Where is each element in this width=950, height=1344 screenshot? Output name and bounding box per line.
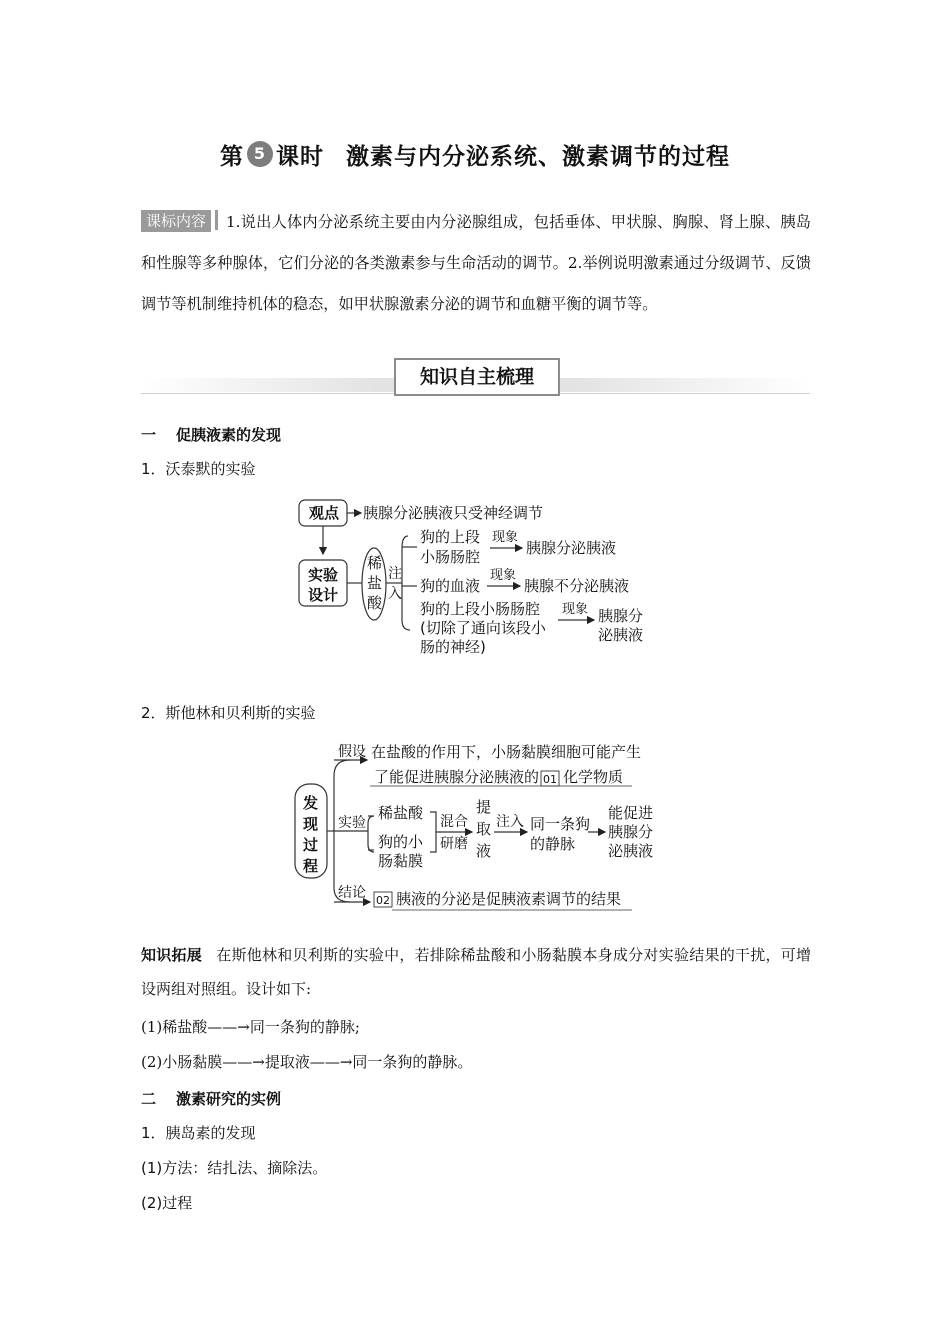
- result-line-2: 胰腺分: [608, 823, 654, 841]
- experiment-mucosa-2: 肠黏膜: [378, 852, 424, 870]
- viewpoint-label: 观点: [309, 504, 340, 522]
- branch3-line1: 狗的上段小肠肠腔: [420, 600, 541, 618]
- hypothesis-line-2: 了能促进胰腺分泌胰液的: [374, 768, 540, 786]
- design-label-2: 设计: [308, 586, 339, 604]
- standards-tag: 课标内容: [141, 210, 211, 232]
- title-prefix: 第: [220, 144, 244, 170]
- hypothesis-answer: 化学物质: [563, 768, 624, 786]
- process-line: (2)过程: [141, 1194, 193, 1212]
- knowledge-extension: [141, 938, 811, 1006]
- result-line-1: 能促进: [608, 804, 654, 822]
- process-label-3: 过: [303, 836, 319, 854]
- branch3-result-2: 泌胰液: [598, 626, 644, 644]
- extract-label-3: 液: [476, 842, 492, 860]
- branch2-result: 胰腺不分泌胰液: [524, 577, 630, 595]
- hypothesis-line-1: 在盐酸的作用下，小肠黏膜细胞可能产生: [371, 743, 642, 761]
- control-group-1: (1)稀盐酸——→同一条狗的静脉;: [141, 1018, 360, 1036]
- title-lesson-word: 课时: [276, 144, 324, 170]
- branch3-result-1: 胰腺分: [598, 607, 644, 625]
- inject-label-2: 入: [388, 586, 402, 602]
- inject-label: 注入: [496, 814, 524, 830]
- branch3-line2: (切除了通向该段小: [420, 619, 546, 637]
- standards-text: 1.说出人体内分泌系统主要由内分泌腺组成，包括垂体、甲状腺、胸腺、肾上腺、胰岛和性腺等多种腺体，它们分泌的各类激素参与生命活动的调节。2.举例说明激素通过分级调节、反馈调节等机制维持机体的稳态，如甲状腺激素分泌的调节和血糖平衡的调节等。: [141, 213, 811, 313]
- branch2-arrow-label: 现象: [490, 568, 517, 583]
- process-label-1: 发: [303, 794, 319, 812]
- hypothesis-label: 假设: [338, 744, 366, 760]
- method-line: (1)方法：结扎法、摘除法。: [141, 1159, 328, 1177]
- extract-label-2: 取: [476, 820, 492, 838]
- control-group-2: (2)小肠黏膜——→提取液——→同一条狗的静脉。: [141, 1053, 473, 1071]
- grind-label: 研磨: [440, 836, 468, 852]
- process-label-2: 现: [303, 815, 319, 833]
- branch1-result: 胰腺分泌胰液: [526, 539, 617, 557]
- extract-label-1: 提: [476, 798, 492, 816]
- starling-bayliss-diagram: [290, 736, 670, 916]
- title-main: 激素与内分泌系统、激素调节的过程: [346, 144, 730, 170]
- process-label-4: 程: [303, 857, 319, 875]
- acid-label-1: 稀: [367, 554, 383, 572]
- section-number: 一: [141, 426, 157, 444]
- lesson-number-badge: 5: [247, 141, 273, 167]
- section-heading-2: [141, 1088, 281, 1109]
- standards-tag-bar: [215, 210, 218, 230]
- branch1-arrow-label: 现象: [492, 530, 519, 545]
- inject-label-1: 注: [388, 566, 402, 582]
- item-heading-1: 1．沃泰默的实验: [141, 460, 256, 478]
- section-title: 激素研究的实例: [176, 1090, 282, 1108]
- blank-number-01: 01: [543, 773, 558, 786]
- mix-label: 混合: [440, 814, 468, 830]
- branch1-line1: 狗的上段: [420, 528, 481, 546]
- extension-text: 在斯他林和贝利斯的实验中，若排除稀盐酸和小肠黏膜本身成分对实验结果的干扰，可增设两组对照组。设计如下:: [141, 946, 811, 998]
- branch1-line2: 小肠肠腔: [420, 548, 481, 566]
- experiment-label: 实验: [338, 815, 366, 831]
- extension-label: 知识拓展: [141, 946, 203, 964]
- page-title: [0, 138, 950, 171]
- branch3-line3: 肠的神经): [420, 638, 486, 656]
- section-banner: 知识自主梳理: [394, 358, 560, 396]
- curriculum-standards: [141, 202, 811, 325]
- wotaimo-diagram: [280, 490, 680, 660]
- viewpoint-text: 胰腺分泌胰液只受神经调节: [363, 504, 544, 522]
- conclusion-text: 胰液的分泌是促胰液素调节的结果: [396, 890, 622, 908]
- vein-line-2: 的静脉: [530, 835, 576, 853]
- blank-number-02: 02: [376, 894, 390, 907]
- item-heading-3: 1．胰岛素的发现: [141, 1124, 256, 1142]
- branch3-arrow-label: 现象: [562, 602, 589, 617]
- acid-label-3: 酸: [367, 594, 383, 612]
- result-line-3: 泌胰液: [608, 842, 654, 860]
- section-heading-1: [141, 424, 281, 445]
- section-number: 二: [141, 1090, 157, 1108]
- experiment-mucosa-1: 狗的小: [378, 833, 424, 851]
- vein-line-1: 同一条狗: [530, 815, 591, 833]
- acid-label-2: 盐: [367, 574, 383, 592]
- design-label-1: 实验: [308, 566, 339, 584]
- item-heading-2: 2．斯他林和贝利斯的实验: [141, 704, 316, 722]
- conclusion-label: 结论: [338, 885, 366, 901]
- experiment-acid: 稀盐酸: [378, 804, 424, 822]
- section-title: 促胰液素的发现: [176, 426, 282, 444]
- branch2-line1: 狗的血液: [420, 577, 481, 595]
